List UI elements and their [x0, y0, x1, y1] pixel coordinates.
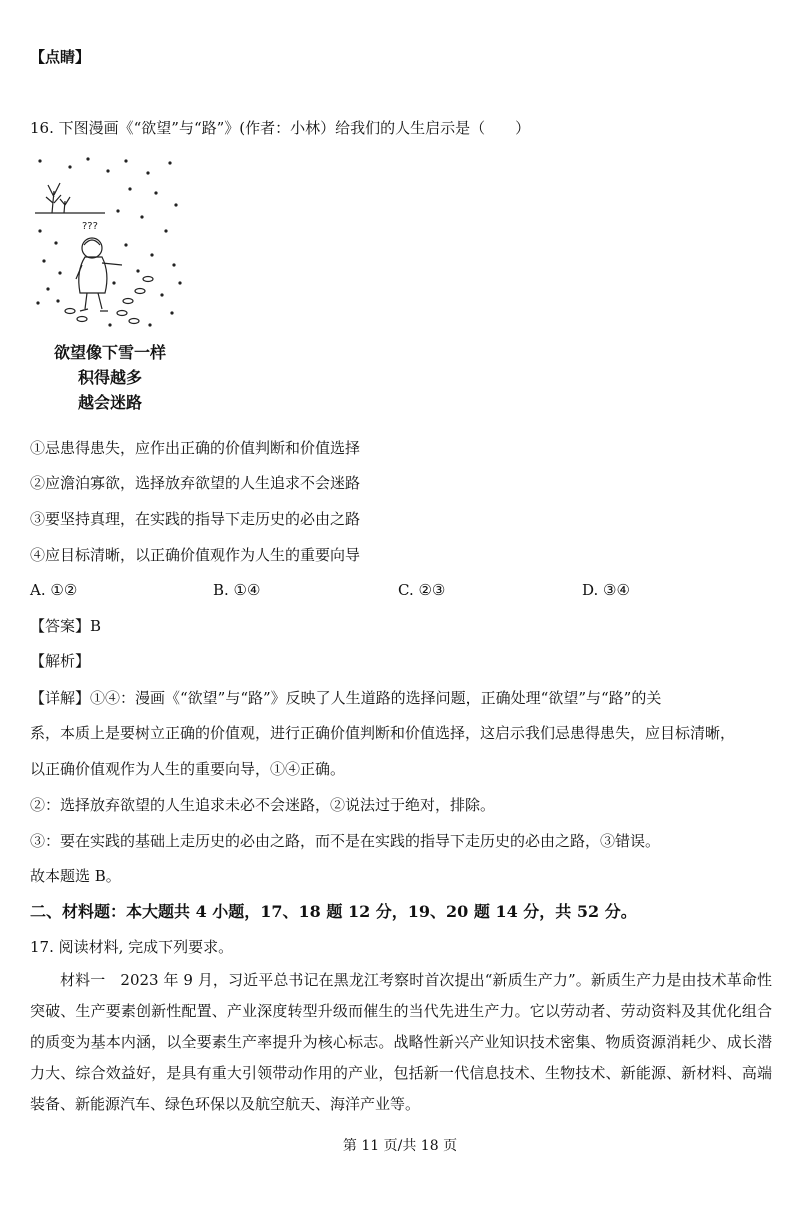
page-footer: 第 11 页/共 18 页 — [342, 1138, 458, 1154]
statement-4: ④应目标清晰，以正确价值观作为人生的重要向导 — [30, 546, 361, 564]
cartoon-caption-line-2: 积得越多 — [77, 368, 143, 387]
detail-line-4: ②：选择放弃欲望的人生追求未必不会迷路，②说法过于绝对，排除。 — [30, 796, 496, 814]
question-17-stem: 17. 阅读材料, 完成下列要求。 — [30, 938, 234, 956]
statement-1: ①忌患得患失，应作出正确的价值判断和价值选择 — [30, 439, 361, 457]
detail-line-6: 故本题选 B。 — [30, 867, 121, 885]
cartoon-question-marks: ??? — [82, 221, 98, 232]
dianjing-tag: 【点睛】 — [30, 48, 91, 66]
option-d: D. ③④ — [582, 581, 630, 599]
detail-line-3: 以正确价值观作为人生的重要向导，①④正确。 — [30, 760, 346, 778]
detail-line-5: ③：要在实践的基础上走历史的必由之路，而不是在实践的指导下走历史的必由之路，③错误。 — [30, 832, 661, 850]
detail-line-2: 系，本质上是要树立正确的价值观，进行正确价值判断和价值选择，这启示我们忌患得患失，应目标清晰， — [30, 724, 736, 742]
question-16-stem: 16. 下图漫画《“欲望”与“路”》(作者：小林）给我们的人生启示是（ ） — [30, 119, 531, 137]
detail-line-1: 【详解】①④：漫画《“欲望”与“路”》反映了人生道路的选择问题，正确处理“欲望”与“路”的关 — [30, 689, 662, 707]
cartoon-caption-line-1: 欲望像下雪一样 — [53, 343, 167, 362]
statement-2: ②应澹泊寡欲，选择放弃欲望的人生追求不会迷路 — [30, 474, 361, 492]
cartoon-desire-and-road — [30, 153, 190, 423]
analysis-tag: 【解析】 — [30, 652, 91, 670]
material-1-paragraph: 材料一 2023 年 9 月，习近平总书记在黑龙江考察时首次提出“新质生产力”。新质生产力是由技术革命性突破、生产要素创新性配置、产业深度转型升级而催生的当代先进生产力。它以劳动者、劳动资料及其优化组合的质变为基本内涵，以全要素生产率提升为核心标志。战略性新兴产业知识技术密集、物质资源消耗少、成长潜力大、综合效益好，是具有重大引领带动作用的产业，包括新一代信息技术、生物技术、新能源、新材料、高端装备、新能源汽车、绿色环保以及航空航天、海洋产业等。 — [30, 971, 772, 1113]
option-c: C. ②③ — [398, 581, 446, 599]
section-2-title: 二、材料题：本大题共 4 小题，17、18 题 12 分，19、20 题 14 分，共 52 分。 — [30, 902, 637, 921]
option-a: A. ①② — [30, 581, 78, 599]
statement-3: ③要坚持真理，在实践的指导下走历史的必由之路 — [30, 510, 361, 528]
answer-line: 【答案】B — [30, 617, 102, 635]
option-b: B. ①④ — [213, 581, 261, 599]
cartoon-caption-line-3: 越会迷路 — [77, 393, 143, 412]
